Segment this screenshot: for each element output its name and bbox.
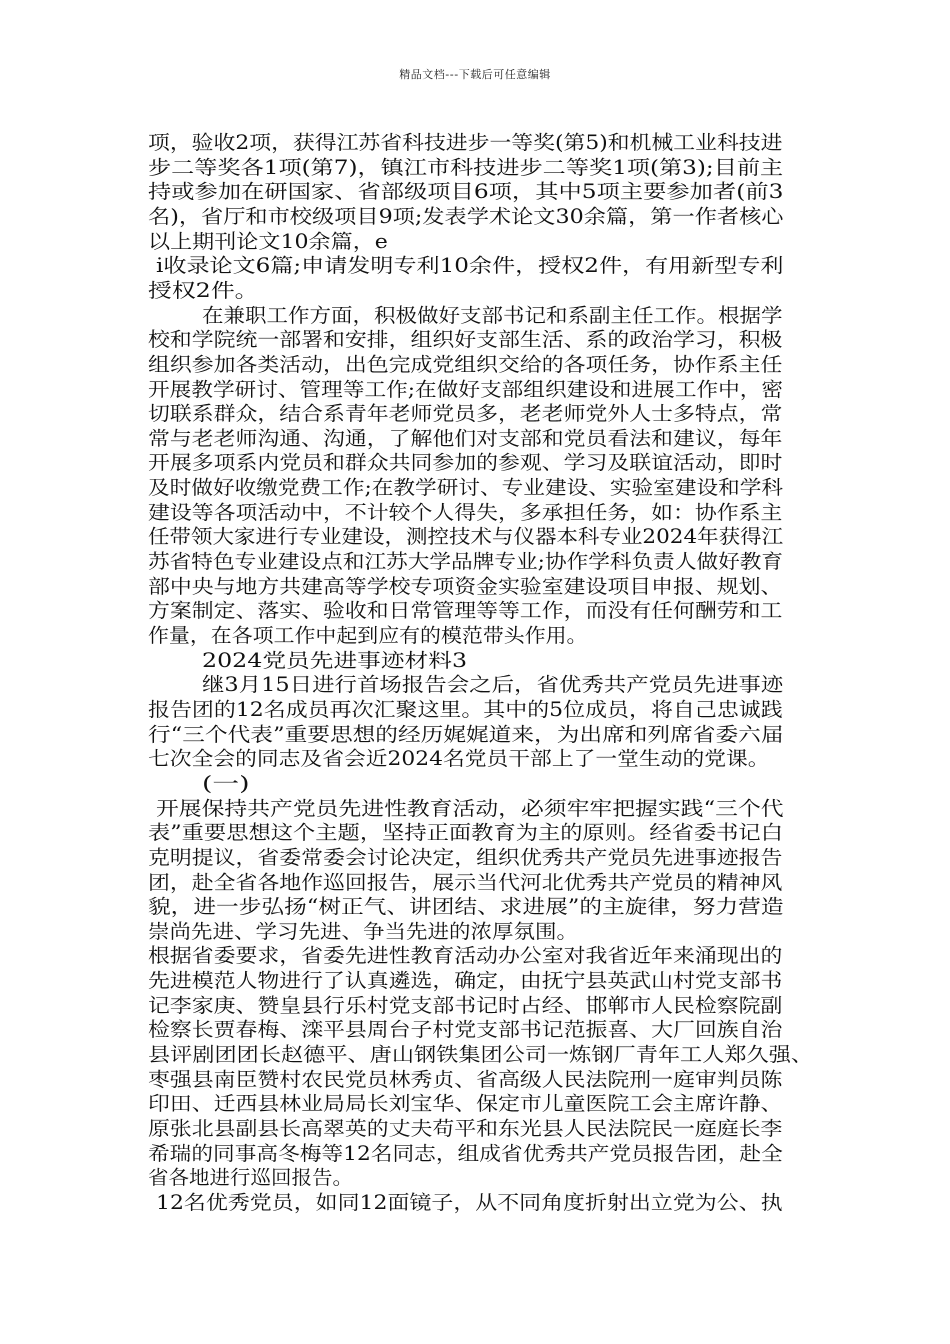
- page-header: 精品文档---下载后可任意编辑: [399, 68, 551, 81]
- paragraph-line: 崇尚先进、学习先进、争当先进的浓厚氛围。: [148, 919, 579, 943]
- paragraph-line: 检察长贾春梅、滦平县周台子村党支部书记范振喜、大厂回族自治: [148, 1018, 783, 1042]
- paragraph-line: 2024党员先进事迹材料3: [202, 648, 468, 672]
- paragraph-line: 持或参加在研国家、省部级项目6项，其中5项主要参加者(前3: [148, 180, 784, 204]
- paragraph-line: 作量，在各项工作中起到应有的模范带头作用。: [148, 624, 588, 647]
- paragraph-line: 记李家庚、赞皇县行乐村党支部书记时占经、邯郸市人民检察院副: [148, 993, 783, 1017]
- paragraph-line: 开展多项系内党员和群众共同参加的参观、学习及联谊活动，即时: [148, 451, 783, 475]
- paragraph-line: 以上期刊论文10余篇，e: [148, 229, 388, 253]
- paragraph-line: 省各地进行巡回报告。: [148, 1166, 354, 1190]
- paragraph-line: 步二等奖各1项(第7)，镇江市科技进步二等奖1项(第3);目前主: [148, 155, 784, 179]
- paragraph-line: 貌，进一步弘扬“树正气、讲团结、求进展”的主旋律，努力营造: [148, 895, 784, 919]
- paragraph-line: 组织参加各类活动，出色完成党组织交给的各项任务，协作系主任: [148, 352, 783, 376]
- paragraph-line: 枣强县南臣赞村农民党员林秀贞、省高级人民法院刑一庭审判员陈: [148, 1067, 783, 1091]
- paragraph-line: 原张北县副县长高翠英的丈夫苟平和东光县人民法院民一庭庭长李: [148, 1117, 783, 1140]
- paragraph-line: 团，赴全省各地作巡回报告，展示当代河北优秀共产党员的精神风: [148, 870, 783, 894]
- paragraph-line: 行“三个代表”重要思想的经历娓娓道来，为出席和列席省委六届: [148, 722, 784, 746]
- paragraph-line: 开展教学研讨、管理等工作;在做好支部组织建设和进展工作中，密: [148, 377, 784, 401]
- paragraph-line: (一): [202, 771, 250, 795]
- paragraph-line: 名)，省厅和市校级项目9项;发表学术论文30余篇，第一作者核心: [148, 204, 784, 228]
- paragraph-line: 方案制定、落实、验收和日常管理等等工作，而没有任何酬劳和工: [148, 599, 783, 623]
- paragraph-line: 继3月15日进行首场报告会之后，省优秀共产党员先进事迹: [202, 673, 784, 697]
- paragraph-line: 根据省委要求，省委先进性教育活动办公室对我省近年来涌现出的: [148, 944, 783, 968]
- paragraph-line: 县评剧团团长赵德平、唐山钢铁集团公司一炼钢厂青年工人郑久强、: [148, 1043, 814, 1067]
- paragraph-line: 表”重要思想这个主题，坚持正面教育为主的原则。经省委书记白: [148, 821, 783, 845]
- paragraph-line: 授权2件。: [148, 278, 259, 302]
- paragraph-line: 印田、迁西县林业局局长刘宝华、保定市儿童医院工会主席许静、: [148, 1092, 783, 1116]
- paragraph-line: 七次全会的同志及省会近2024名党员干部上了一堂生动的党课。: [148, 747, 770, 771]
- paragraph-line: 切联系群众，结合系青年老师党员多，老老师党外人士多特点，常: [148, 402, 783, 426]
- paragraph-line: 及时做好收缴党费工作;在教学研讨、专业建设、实验室建设和学科: [148, 476, 784, 500]
- paragraph-line: 报告团的12名成员再次汇聚这里。其中的5位成员，将自己忠诚践: [148, 697, 783, 721]
- paragraph-line: 开展保持共产党员先进性教育活动，必须牢牢把握实践“三个代: [156, 796, 784, 820]
- paragraph-line: 苏省特色专业建设点和江苏大学品牌专业;协作学科负责人做好教育: [148, 550, 784, 574]
- paragraph-line: 任带领大家进行专业建设，测控技术与仪器本科专业2024年获得江: [148, 525, 784, 549]
- paragraph-line: 先进模范人物进行了认真遴选，确定，由抚宁县英武山村党支部书: [148, 969, 783, 993]
- paragraph-line: 建设等各项活动中，不计较个人得失，多承担任务，如：协作系主: [148, 500, 783, 524]
- paragraph-line: 希瑞的同事高冬梅等12名同志，组成省优秀共产党员报告团，赴全: [148, 1141, 783, 1165]
- paragraph-line: 在兼职工作方面，积极做好支部书记和系副主任工作。根据学: [202, 303, 783, 327]
- paragraph-line: 12名优秀党员，如同12面镜子，从不同角度折射出立党为公、执: [156, 1190, 783, 1214]
- paragraph-line: 项，验收2项，获得江苏省科技进步一等奖(第5)和机械工业科技进: [148, 131, 783, 154]
- paragraph-line: i收录论文6篇;申请发明专利10余件，授权2件，有用新型专利: [156, 254, 784, 278]
- paragraph-line: 克明提议，省委常委会讨论决定，组织优秀共产党员先进事迹报告: [148, 845, 783, 869]
- paragraph-line: 校和学院统一部署和安排，组织好支部生活、系的政治学习，积极: [148, 328, 783, 352]
- paragraph-line: 常与老老师沟通、沟通，了解他们对支部和党员看法和建议，每年: [148, 426, 783, 450]
- paragraph-line: 部中央与地方共建高等学校专项资金实验室建设项目申报、规划、: [148, 574, 783, 598]
